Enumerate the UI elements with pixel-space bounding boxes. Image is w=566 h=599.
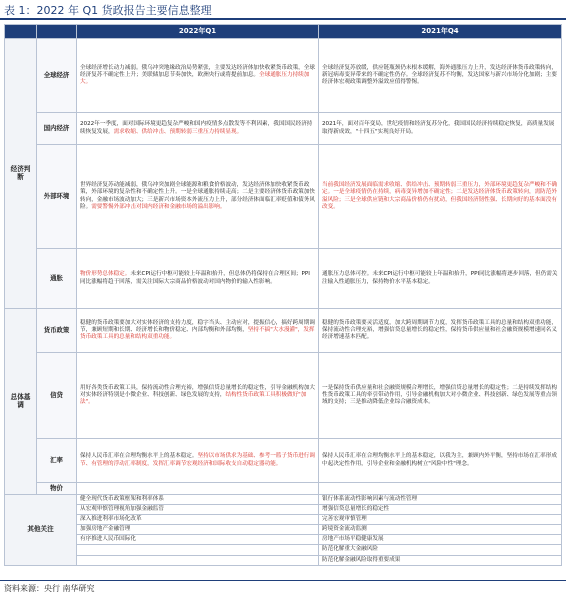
row-other-0 [5,495,562,505]
text-external-q1: 世界经济复苏动能减弱，俄乌冲突加剧全球能源和粮食价格波动，发达经济体加快收紧货币政策，外部环境的复杂性和不确定性上升。一是全球通胀持续走高；二是主要经济体货币政策加快转向，金融市场波动加大；三是新兴市场资本外流压力上升，部分经济体面临汇率贬值和债务风险。 [80,182,315,210]
other-left-6 [77,555,319,565]
cell-monetary-q4 [319,309,562,353]
policy-table [4,24,562,566]
label-credit: 信贷 [37,353,77,439]
row-monetary [5,309,562,353]
cell-monetary-q1 [77,309,319,353]
title-rule [0,18,566,20]
text-credit-q1-red: 结构性货币政策工具积极做好"加法"。 [80,391,307,406]
text-monetary-q4: 稳健的货币政策要灵活适度，加大跨周期调节力度，发挥货币政策工具的总量和结构双重功能，保持流动性合理充裕，增强信贷总量增长的稳定性，保持货币供应量和社会融资规模增速同名义经济增速基本匹配。 [322,319,557,341]
text-domestic-q1-red: 需求收缩、供给冲击、预期转弱三重压力持续显现。 [113,128,243,135]
row-credit [5,353,562,439]
other-left-0: 健全现代货币政策框架和利率体系 [77,495,319,505]
other-left-4: 有序推进人民币国际化 [77,535,319,545]
label-price: 物价 [37,483,77,495]
row-other-5 [5,545,562,555]
cell-domestic-q1 [77,113,319,145]
header-q4: 2021年Q4 [319,25,562,39]
text-global-q4: 全球经济复苏放缓，供应链瓶颈仍未根本缓解，海外通胀压力上升，发达经济体货币政策转向，新冠病毒变异带来的不确定性仍存。全球经济复苏不均衡，发达国家与新兴市场分化加剧；主要经济体宏观政策调整外溢效应值得警惕。 [322,64,557,86]
row-domestic [5,113,562,145]
label-external: 外部环境 [37,145,77,249]
cell-inflation-q4 [319,249,562,309]
category-other: 其他关注 [5,495,77,566]
table-title: 表 1：2022 年 Q1 货政报告主要信息整理 [4,4,212,17]
other-right-0: 银行体系流动性影响因素与流动性管理 [319,495,562,505]
other-right-2: 完善宏观审慎管理 [319,515,562,525]
row-external [5,145,562,249]
row-other-6 [5,555,562,565]
cell-price-q1 [77,483,319,495]
other-left-3: 加强房地产金融管理 [77,525,319,535]
row-other-4 [5,535,562,545]
text-inflation-q4: 通胀压力总体可控。未来CPI运行中枢可能较上年温和抬升，PPI同比涨幅将逐步回落，但仍需关注输入性通胀压力，保持物价水平基本稳定。 [322,271,558,285]
text-external-q1-red: 需要警惕外部冲击对国内经济和金融市场的溢出影响。 [91,203,226,210]
text-global-q1-red: 全球通胀压力持续加大。 [80,71,310,86]
label-fx: 汇率 [37,439,77,483]
cell-fx-q4 [319,439,562,483]
cell-credit-q4 [319,353,562,439]
header-row [5,25,562,39]
other-left-1: 从宏观审慎管理视角加强金融监管 [77,505,319,515]
other-left-5 [77,545,319,555]
cell-inflation-q1 [77,249,319,309]
cell-global-q4 [319,39,562,113]
row-fx [5,439,562,483]
text-monetary-q1: 稳健的货币政策要加大对实体经济的支持力度，稳字当头、主动应对，提振信心，搞好跨周期调节，兼顾短期和长期、经济增长和物价稳定、内部均衡和外部均衡， [80,319,315,333]
row-price [5,483,562,495]
row-other-1 [5,505,562,515]
cell-credit-q1 [77,353,319,439]
text-fx-q1: 保持人民币汇率在合理均衡水平上的基本稳定。 [80,453,198,460]
text-fx-q4: 保持人民币汇率在合理均衡水平上的基本稳定，以我为主，兼顾内外平衡，坚持市场在汇率形成中起决定性作用，引导企业和金融机构树立"风险中性"理念。 [322,453,557,467]
other-right-5: 防范化解重大金融风险 [319,545,562,555]
text-credit-q1: 用好各类货币政策工具，保持流动性合理充裕，增强信贷总量增长的稳定性，引导金融机构加大对实体经济特别是小微企业、科技创新、绿色发展的支持， [80,384,315,398]
cell-external-q1 [77,145,319,249]
cell-global-q1 [77,39,319,113]
cell-fx-q1 [77,439,319,483]
header-blank-2 [37,25,77,39]
label-inflation: 通胀 [37,249,77,309]
header-q1: 2022年Q1 [77,25,319,39]
other-right-1: 增强信贷总量增长的稳定性 [319,505,562,515]
label-domestic: 国内经济 [37,113,77,145]
header-blank [5,25,37,39]
row-other-3 [5,525,562,535]
text-fx-q1-red: 坚持以市场供求为基础、参考一篮子货币进行调节、有管理的浮动汇率制度，发挥汇率调节宏观经济和国际收支自动稳定器功能。 [80,453,315,467]
text-domestic-q1: 2022年一季度，面对国际环境更趋复杂严峻和国内疫情多点散发等不利因素，我国国民经济持续恢复发展， [80,121,313,135]
row-other-2 [5,515,562,525]
source-note: 资料来源：央行 南华研究 [4,584,95,593]
row-global [5,39,562,113]
other-right-3: 跨境资金流动监测 [319,525,562,535]
other-right-6: 防范化解金融风险取得重要成果 [319,555,562,565]
text-credit-q4: 一是保持货币供应量和社会融资规模合理增长，增强信贷总量增长的稳定性；二是持续发挥结构性货币政策工具的牵引带动作用，引导金融机构加大对小微企业、科技创新、绿色发展等重点领域的支持；三是推动降低企业综合融资成本。 [322,384,557,406]
text-global-q1: 全球经济增长动力减弱。俄乌冲突地缘政治局势紧张，主要发达经济体加快收紧货币政策，全球经济复苏不确定性上升；美联储加息节奏加快，欧洲央行或将提前加息。 [80,64,315,78]
row-inflation [5,249,562,309]
text-domestic-q4: 2021年，面对百年变局，世纪疫情和经济复苏分化，我国国民经济持续稳定恢复，高质量发展取得新成效，"十四五"实现良好开局。 [322,121,555,135]
cell-domestic-q4 [319,113,562,145]
label-monetary: 货币政策 [37,309,77,353]
text-external-q4: 当前我国经济发展面临需求收缩、供给冲击、预期转弱三重压力，外部环境更趋复杂严峻和不确定。一是全球疫情仍在持续，病毒变异增加不确定性；二是发达经济体货币政策转向，需防范外溢风险；三是全球供应链和大宗商品价格仍有扰动，但我国经济韧性强、长期向好的基本面没有改变。 [322,182,557,210]
category-economy: 经济判断 [5,39,37,309]
cell-external-q4 [319,145,562,249]
category-policy: 总体基调 [5,309,37,495]
text-monetary-q1-red: 坚持不搞"大水漫灌"，发挥货币政策工具的总量和结构双重功能。 [80,326,315,341]
bottom-rule [0,580,566,581]
text-inflation-q1-red: 物价形势总体稳定。 [80,271,131,278]
label-global: 全球经济 [37,39,77,113]
text-inflation-q1: 未来CPI运行中枢可能较上年温和抬升，但总体仍将保持在合理区间；PPI同比涨幅将趋于回落，需关注国际大宗商品价格波动对国内物价的输入性影响。 [80,271,310,285]
other-right-4: 房地产市场平稳健康发展 [319,535,562,545]
other-left-2: 深入推进利率市场化改革 [77,515,319,525]
cell-price-q4 [319,483,562,495]
